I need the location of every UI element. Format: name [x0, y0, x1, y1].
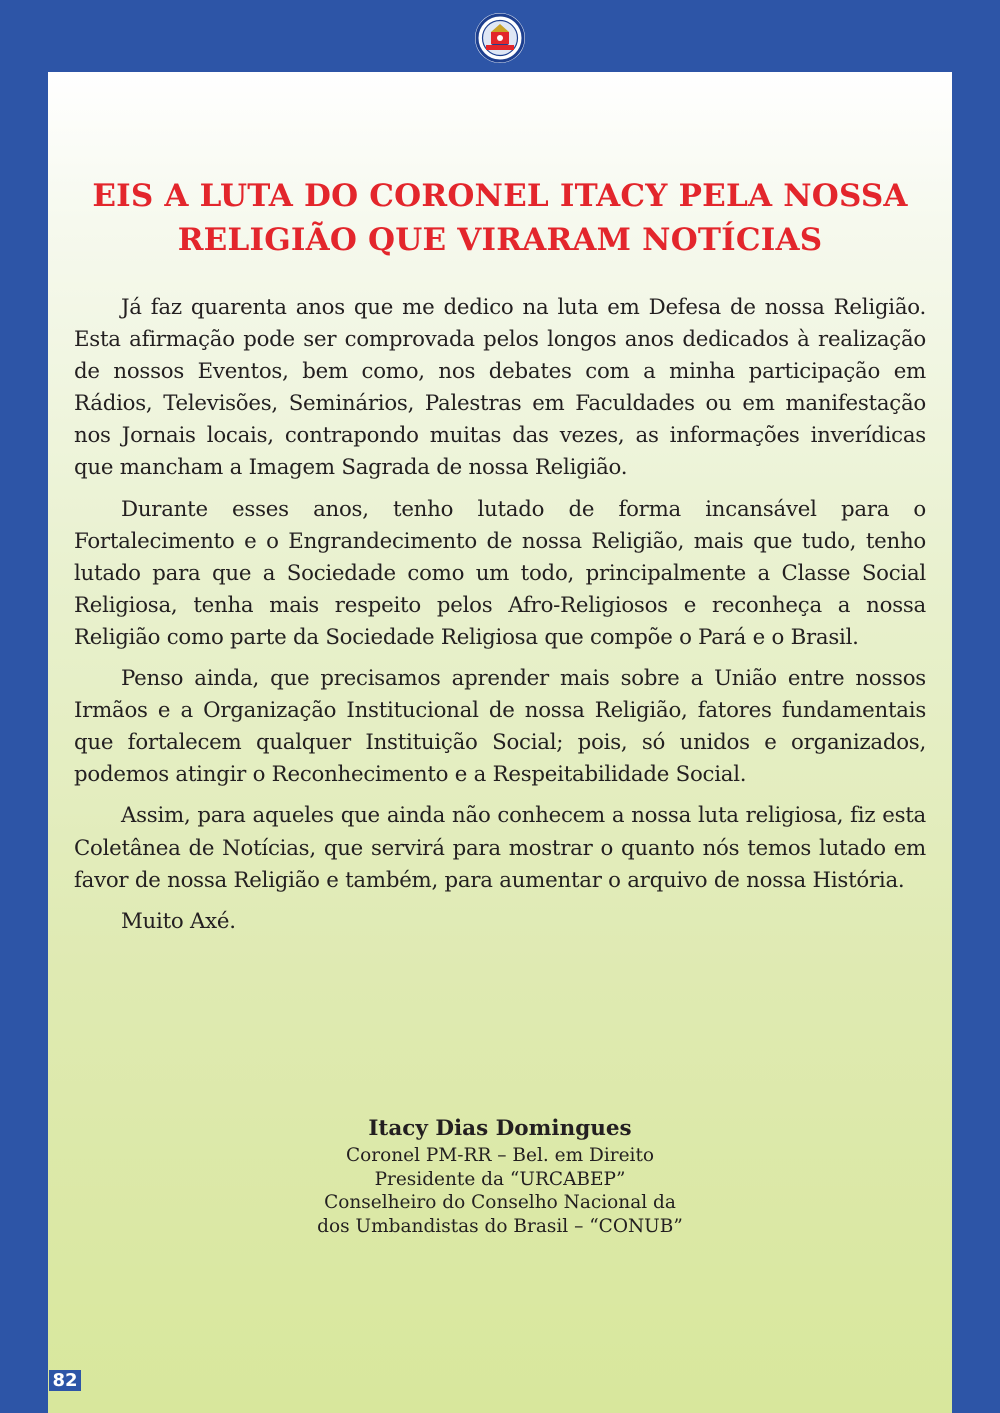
paragraph: Já faz quarenta anos que me dedico na luta em Defesa de nossa Religião. Esta afirmação pode ser comprovada pelos longos anos dedicados à realização de nossos Eventos, bem como, nos debates com a minha participação em Rádios, Televisões, Seminários, Palestras em Faculdades ou em manifestação nos Jornais locais, contrapondo muitas das vezes, as informações inverídicas que mancham a Imagem Sagrada de nossa Religião.	[74, 295, 926, 481]
title-line: RELIGIÃO QUE VIRARAM NOTÍCIAS	[177, 222, 823, 258]
page-number: 82	[49, 1370, 81, 1391]
title-line: EIS A LUTA DO CORONEL ITACY PELA NOSSA	[92, 178, 908, 214]
paragraph: Durante esses anos, tenho lutado de forma incansável para o Fortalecimento e o Engrandecimento de nossa Religião, mais que tudo, tenho lutado para que a Sociedade como um todo, principalmente a Classe Social Religiosa, tenha mais respeito pelos Afro-Religiosos e reconheça a nossa Religião como parte da Sociedade Religiosa que compõe o Pará e o Brasil.	[74, 496, 926, 650]
signature-block	[250, 1114, 750, 1238]
page-title	[74, 174, 926, 262]
article-body	[74, 292, 926, 947]
emblem-icon	[474, 10, 526, 66]
paragraph: Muito Axé.	[121, 908, 236, 934]
signature-line: Presidente da “URCABEP”	[374, 1168, 626, 1190]
signature-line: Conselheiro do Conselho Nacional da	[324, 1192, 676, 1213]
signature-line: dos Umbandistas do Brasil – “CONUB”	[317, 1215, 683, 1237]
paragraph: Penso ainda, que precisamos aprender mais sobre a União entre nossos Irmãos e a Organização Institucional de nossa Religião, fatores fundamentais que fortalecem qualquer Instituição Social; pois, só unidos e organizados, podemos atingir o Reconhecimento e a Respeitabilidade Social.	[74, 666, 926, 788]
signature-line: Coronel PM-RR – Bel. em Direito	[345, 1145, 655, 1166]
paragraph: Assim, para aqueles que ainda não conhecem a nossa luta religiosa, fiz esta Coletânea de Notícias, que servirá para mostrar o quanto nós temos lutado em favor de nossa Religião e também, para aumentar o arquivo de nossa História.	[74, 803, 926, 893]
signature-name: Itacy Dias Domingues	[368, 1116, 632, 1141]
